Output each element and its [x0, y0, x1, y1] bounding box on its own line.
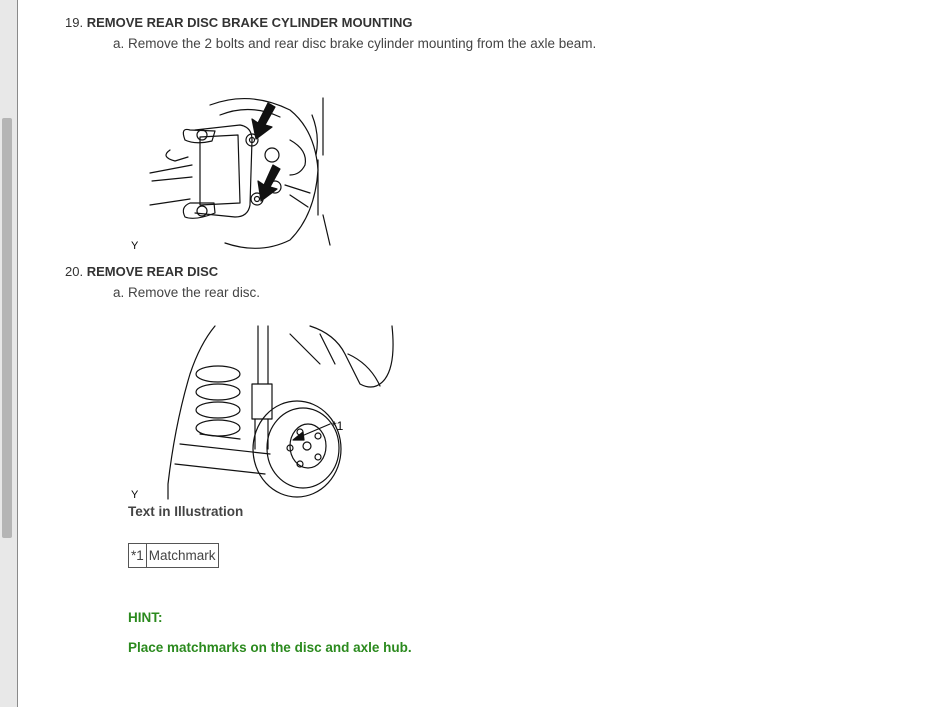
legend-key: *1 — [129, 544, 147, 568]
text-in-illustration-title: Text in Illustration — [128, 504, 244, 519]
hint-text: Place matchmarks on the disc and axle hub. — [128, 640, 412, 655]
illustration-code: Y — [131, 489, 139, 501]
step-19-heading — [65, 15, 412, 30]
step-title: REMOVE REAR DISC BRAKE CYLINDER MOUNTING — [86, 15, 413, 30]
illustration-legend-table — [128, 543, 219, 568]
step-title: REMOVE REAR DISC — [86, 264, 219, 279]
brake-cylinder-mounting-illustration — [140, 95, 360, 255]
legend-value: Matchmark — [146, 544, 218, 568]
step-19-substep: a. Remove the 2 bolts and rear disc brake cylinder mounting from the axle beam. — [113, 36, 597, 51]
step-20-heading — [65, 264, 218, 279]
step-number: 20. — [65, 264, 84, 279]
step-20-substep: a. Remove the rear disc. — [113, 285, 261, 300]
hint-label: HINT: — [128, 610, 163, 625]
step-number: 19. — [65, 15, 84, 30]
rear-disc-illustration — [160, 324, 400, 504]
illustration-code: Y — [131, 240, 139, 252]
callout-label: *1 — [332, 419, 344, 433]
table-row — [129, 544, 219, 568]
